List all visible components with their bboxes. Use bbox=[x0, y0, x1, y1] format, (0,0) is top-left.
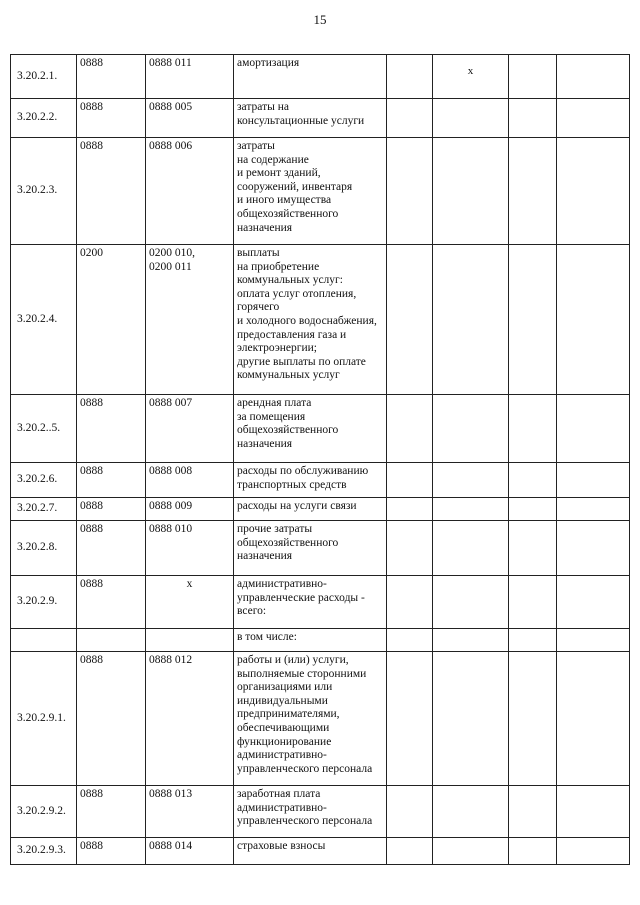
amount-cell-4 bbox=[557, 138, 630, 245]
amount-cell-1 bbox=[387, 138, 433, 245]
table-row bbox=[11, 395, 630, 463]
row-code-cell: 3.20.2.8. bbox=[11, 521, 77, 576]
amount-cell-3 bbox=[509, 498, 557, 521]
amount-cell-2 bbox=[433, 521, 509, 576]
table-row bbox=[11, 245, 630, 395]
amount-cell-2 bbox=[433, 652, 509, 786]
line-code-cell: 0888 012 bbox=[146, 652, 234, 786]
table-row bbox=[11, 652, 630, 786]
section-code-cell: 0888 bbox=[77, 576, 146, 629]
amount-cell-4 bbox=[557, 786, 630, 838]
amount-cell-4 bbox=[557, 629, 630, 652]
amount-cell-4 bbox=[557, 652, 630, 786]
amount-cell-1 bbox=[387, 521, 433, 576]
section-code-cell: 0888 bbox=[77, 652, 146, 786]
table-row bbox=[11, 99, 630, 138]
amount-cell-4 bbox=[557, 838, 630, 865]
amount-cell-3 bbox=[509, 55, 557, 99]
table-row bbox=[11, 521, 630, 576]
amount-cell-1 bbox=[387, 99, 433, 138]
section-code-cell: 0200 bbox=[77, 245, 146, 395]
row-code-cell: 3.20.2.2. bbox=[11, 99, 77, 138]
table-row bbox=[11, 786, 630, 838]
budget-table bbox=[10, 54, 630, 865]
amount-cell-4 bbox=[557, 498, 630, 521]
amount-cell-1 bbox=[387, 498, 433, 521]
line-code-cell: 0888 007 bbox=[146, 395, 234, 463]
line-code-cell: 0200 010, 0200 011 bbox=[146, 245, 234, 395]
row-code-cell: 3.20.2.1. bbox=[11, 55, 77, 99]
amount-cell-1 bbox=[387, 463, 433, 498]
amount-cell-3 bbox=[509, 576, 557, 629]
amount-cell-1 bbox=[387, 786, 433, 838]
cross-mark: x bbox=[467, 65, 474, 77]
amount-cell-2 bbox=[433, 786, 509, 838]
line-code-cell: 0888 014 bbox=[146, 838, 234, 865]
row-code-cell: 3.20.2.7. bbox=[11, 498, 77, 521]
amount-cell-4 bbox=[557, 521, 630, 576]
line-code-cell: 0888 009 bbox=[146, 498, 234, 521]
row-code-cell: 3.20.2.3. bbox=[11, 138, 77, 245]
section-code-cell: 0888 bbox=[77, 838, 146, 865]
row-code-cell: 3.20.2.9.1. bbox=[11, 652, 77, 786]
amount-cell-2 bbox=[433, 463, 509, 498]
table-row bbox=[11, 576, 630, 629]
amount-cell-1 bbox=[387, 395, 433, 463]
amount-cell-1 bbox=[387, 245, 433, 395]
amount-cell-3 bbox=[509, 629, 557, 652]
amount-cell-4 bbox=[557, 55, 630, 99]
description-cell: арендная плата за помещения общехозяйственного назначения bbox=[234, 395, 387, 463]
row-code-cell: 3.20.2..5. bbox=[11, 395, 77, 463]
description-cell: выплаты на приобретение коммунальных услуг: оплата услуг отопления, горячего и холодного водоснабжения, предоставления газа и электроэнергии; другие выплаты по оплате коммунальных услуг bbox=[234, 245, 387, 395]
amount-cell-3 bbox=[509, 245, 557, 395]
line-code-cell: 0888 006 bbox=[146, 138, 234, 245]
amount-cell-1 bbox=[387, 629, 433, 652]
line-code-cell bbox=[146, 629, 234, 652]
table-row bbox=[11, 55, 630, 99]
line-code-cell: 0888 008 bbox=[146, 463, 234, 498]
description-cell: административно- управленческие расходы - всего: bbox=[234, 576, 387, 629]
amount-cell-2 bbox=[433, 498, 509, 521]
row-code-cell: 3.20.2.9.3. bbox=[11, 838, 77, 865]
amount-cell-4 bbox=[557, 463, 630, 498]
section-code-cell: 0888 bbox=[77, 99, 146, 138]
line-code-cell: 0888 005 bbox=[146, 99, 234, 138]
section-code-cell: 0888 bbox=[77, 463, 146, 498]
description-cell: в том числе: bbox=[234, 629, 387, 652]
description-cell: амортизация bbox=[234, 55, 387, 99]
line-code-cell: x bbox=[146, 576, 234, 629]
amount-cell-1 bbox=[387, 576, 433, 629]
description-cell: работы и (или) услуги, выполняемые сторонними организациями или индивидуальными предпринимателями, обеспечивающими функционирование административно- управленческого персонала bbox=[234, 652, 387, 786]
row-code-cell: 3.20.2.9. bbox=[11, 576, 77, 629]
table-row bbox=[11, 498, 630, 521]
description-cell: заработная плата административно- управленческого персонала bbox=[234, 786, 387, 838]
description-cell: страховые взносы bbox=[234, 838, 387, 865]
amount-cell-3 bbox=[509, 99, 557, 138]
amount-cell-1 bbox=[387, 838, 433, 865]
section-code-cell: 0888 bbox=[77, 138, 146, 245]
section-code-cell: 0888 bbox=[77, 786, 146, 838]
row-code-cell bbox=[11, 629, 77, 652]
line-code-cell: 0888 010 bbox=[146, 521, 234, 576]
description-cell: расходы по обслуживанию транспортных средств bbox=[234, 463, 387, 498]
section-code-cell: 0888 bbox=[77, 395, 146, 463]
amount-cell-3 bbox=[509, 838, 557, 865]
amount-cell-2 bbox=[433, 245, 509, 395]
page-number: 15 bbox=[313, 12, 327, 27]
amount-cell-3 bbox=[509, 521, 557, 576]
description-cell: затраты на содержание и ремонт зданий, сооружений, инвентаря и иного имущества общехозяйственного назначения bbox=[234, 138, 387, 245]
line-code-cell: 0888 013 bbox=[146, 786, 234, 838]
amount-cell-2 bbox=[433, 138, 509, 245]
table-row bbox=[11, 629, 630, 652]
row-code-cell: 3.20.2.9.2. bbox=[11, 786, 77, 838]
amount-cell-1 bbox=[387, 652, 433, 786]
section-code-cell bbox=[77, 629, 146, 652]
description-cell: расходы на услуги связи bbox=[234, 498, 387, 521]
section-code-cell: 0888 bbox=[77, 498, 146, 521]
amount-cell-2 bbox=[433, 55, 509, 99]
amount-cell-4 bbox=[557, 395, 630, 463]
amount-cell-2 bbox=[433, 576, 509, 629]
amount-cell-3 bbox=[509, 652, 557, 786]
row-code-cell: 3.20.2.6. bbox=[11, 463, 77, 498]
amount-cell-2 bbox=[433, 629, 509, 652]
amount-cell-4 bbox=[557, 245, 630, 395]
section-code-cell: 0888 bbox=[77, 55, 146, 99]
amount-cell-4 bbox=[557, 576, 630, 629]
row-code-cell: 3.20.2.4. bbox=[11, 245, 77, 395]
amount-cell-1 bbox=[387, 55, 433, 99]
amount-cell-3 bbox=[509, 138, 557, 245]
amount-cell-4 bbox=[557, 99, 630, 138]
table-row bbox=[11, 838, 630, 865]
amount-cell-2 bbox=[433, 395, 509, 463]
description-cell: затраты на консультационные услуги bbox=[234, 99, 387, 138]
description-cell: прочие затраты общехозяйственного назначения bbox=[234, 521, 387, 576]
line-code-cell: 0888 011 bbox=[146, 55, 234, 99]
amount-cell-3 bbox=[509, 395, 557, 463]
amount-cell-3 bbox=[509, 463, 557, 498]
table-row bbox=[11, 138, 630, 245]
section-code-cell: 0888 bbox=[77, 521, 146, 576]
table-row bbox=[11, 463, 630, 498]
amount-cell-2 bbox=[433, 838, 509, 865]
amount-cell-3 bbox=[509, 786, 557, 838]
amount-cell-2 bbox=[433, 99, 509, 138]
